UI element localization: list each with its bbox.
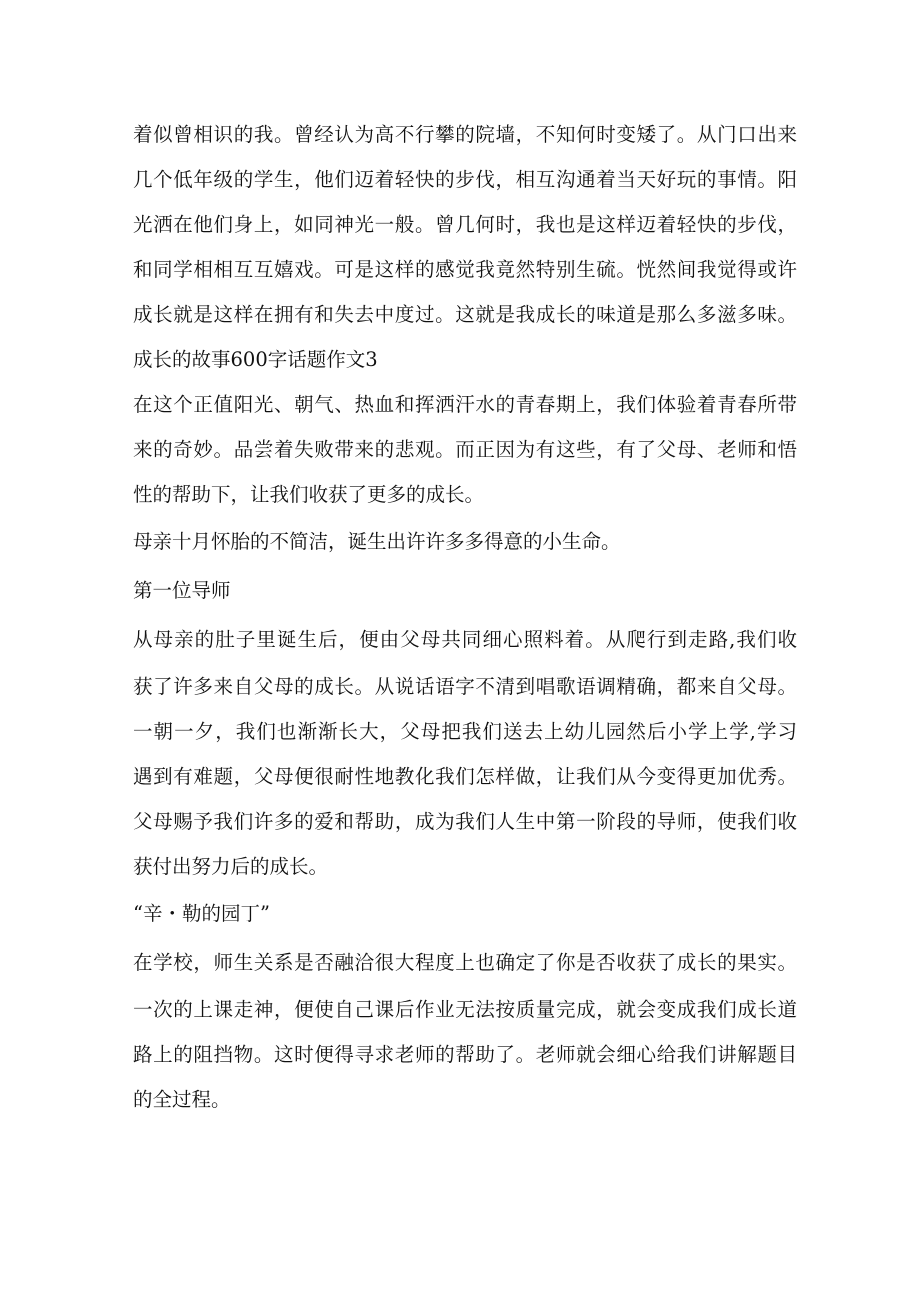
text-line: 遇到有难题，父母便很耐性地教化我们怎样做，让我们从今变得更加优秀。 (133, 765, 797, 788)
text-line: 路上的阻挡物。这时便得寻求老师的帮助了。老师就会细心给我们讲解题目 (133, 1043, 797, 1066)
text-line: 几个低年级的学生，他们迈着轻快的步伐，相互沟通着当天好玩的事情。阳 (133, 168, 797, 191)
text-line: 的全过程。 (133, 1088, 231, 1111)
text-line: 父母赐予我们许多的爱和帮助，成为我们人生中第一阶段的导师，使我们收 (133, 810, 797, 833)
text-line: 一次的上课走神，便使自己课后作业无法按质量完成，就会变成我们成长道 (133, 998, 797, 1021)
text-line: 从母亲的肚子里诞生后，便由父母共同细心照料着。从爬行到走路,我们收 (133, 628, 797, 651)
text-line: 成长就是这样在拥有和失去中度过。这就是我成长的味道是那么多滋多味。 (133, 303, 797, 326)
text-line: 在学校，师生关系是否融洽很大程度上也确定了你是否收获了成长的果实。 (133, 951, 797, 974)
text-line: 着似曾相识的我。曾经认为高不行攀的院墙，不知何时变矮了。从门口出来 (133, 123, 797, 146)
text-line: 来的奇妙。品尝着失败带来的悲观。而正因为有这些，有了父母、老师和悟 (133, 438, 797, 461)
body-text (133, 112, 797, 1122)
section-heading: 成长的故事600字话题作文3 (133, 348, 378, 371)
subheading: 第一位导师 (133, 579, 231, 602)
text-line: 获了许多来自父母的成长。从说话语字不清到唱歌语调精确，都来自父母。 (133, 675, 797, 698)
text-line: 光洒在他们身上，如同神光一般。曾几何时，我也是这样迈着轻快的步伐， (133, 213, 797, 236)
text-line: 一朝一夕，我们也渐渐长大，父母把我们送去上幼儿园然后小学上学,学习 (133, 720, 797, 743)
text-line: 性的帮助下，让我们收获了更多的成长。 (133, 483, 485, 506)
subheading: “辛・勒的园丁” (133, 902, 270, 925)
text-line: 在这个正值阳光、朝气、热血和挥洒汗水的青春期上，我们体验着青春所带 (133, 393, 797, 416)
text-line: 和同学相相互互嬉戏。可是这样的感觉我竟然特别生硫。恍然间我觉得或许 (133, 258, 797, 281)
text-line: 母亲十月怀胎的不简洁，诞生出许许多多得意的小生命。 (133, 530, 621, 553)
text-line: 获付出努力后的成长。 (133, 855, 329, 878)
